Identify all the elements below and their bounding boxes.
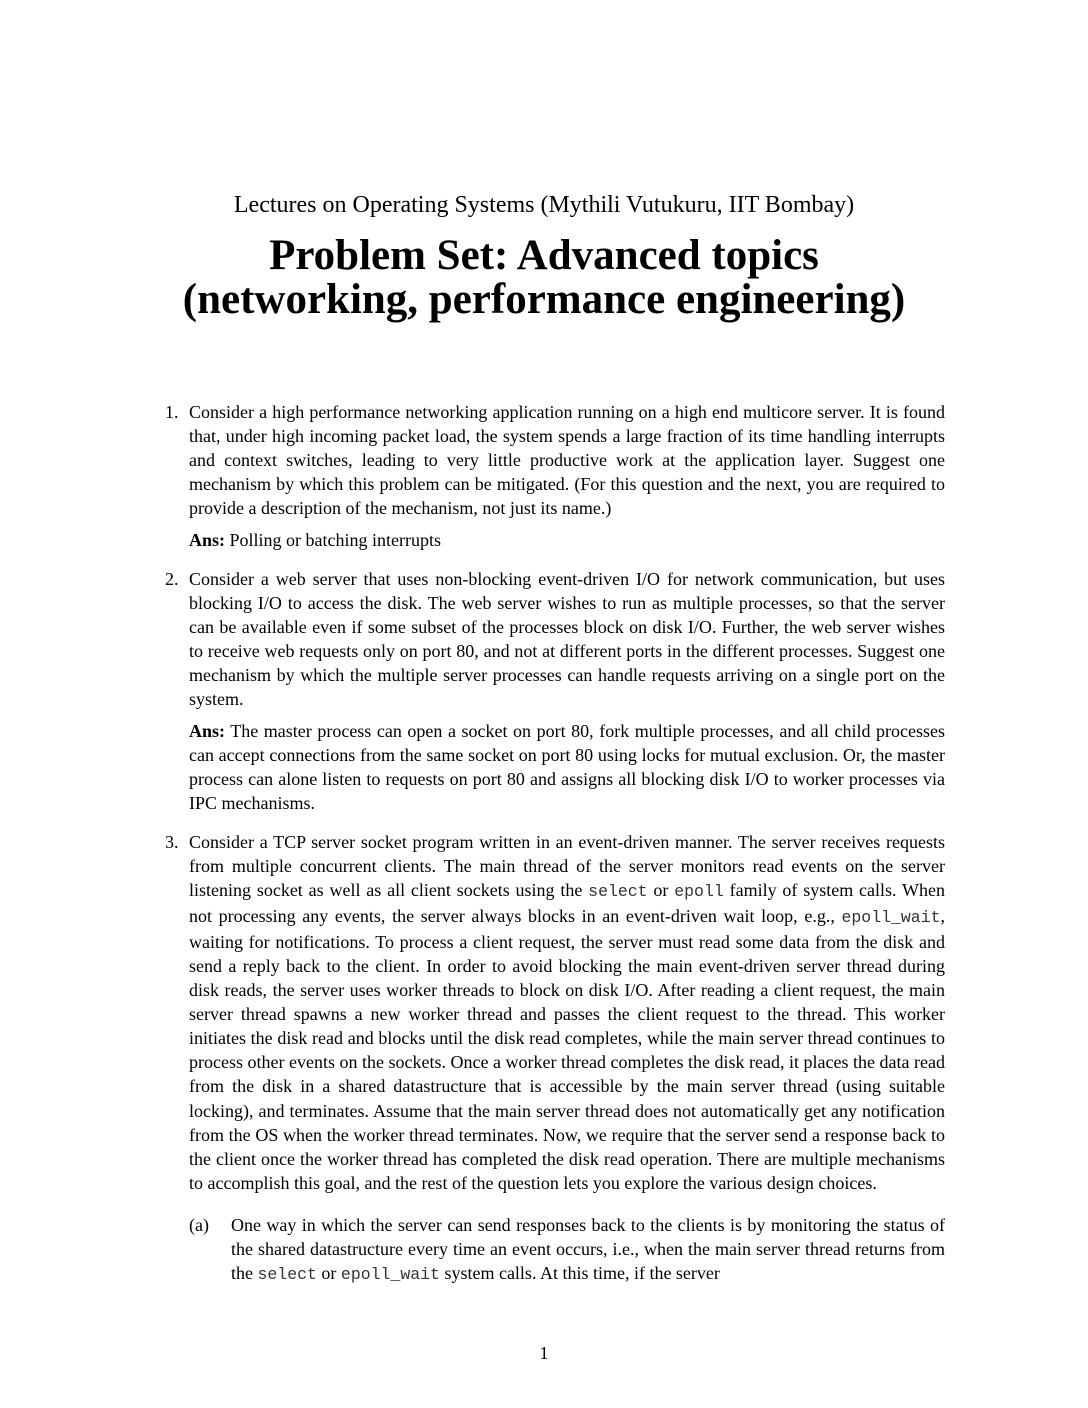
page-number: 1 xyxy=(539,1343,549,1363)
question-text-part-2: family of system calls. When not processing any events, the server always blocks in an event-driven wait loop, e.g., xyxy=(189,879,946,926)
question-text xyxy=(189,830,945,1195)
question-text-part-3: , waiting for notifications. To process a client request, the server must read some data from the disk and send a reply back to the client. In order to avoid blocking the main event-driven server thread during disk reads, the server uses worker threads to block on disk I/O. After reading a client request, the main server thread spawns a new worker thread and passes the client request to the thread. This worker initiates the disk read and blocks until the disk read completes, while the main server thread continues to process other events on the sockets. Once a worker thread completes the disk read, it places the data read from the disk in a shared datastructure that is accessible by the main server thread (using suitable locking), and terminates. Assume that the main server thread does not automatically get any notification from the OS when the worker thread terminates. Now, we require that the server send a response back to the client once the worker thread has completed the disk read operation. There are multiple mechanisms to accomplish this goal, and the rest of the question lets you explore the various design choices. xyxy=(189,905,946,1193)
question-number: 1. xyxy=(165,402,179,422)
question-number: 3. xyxy=(165,831,179,852)
question-1 xyxy=(165,400,945,553)
question-text: Consider a high performance networking application running on a high end multicore server. It is found that, under high incoming packet load, the system spends a large fraction of its time handling interrupts and context switches, leading to very little productive work at the application layer. Suggest one mechanism by which this problem can be mitigated. (For this question and the next, you are required to provide a description of the mechanism, not just its name.) xyxy=(189,402,945,519)
subquestion-text-part-2: system calls. At this time, if the server xyxy=(444,1263,720,1284)
question-number: 2. xyxy=(165,568,179,589)
answer-label: Ans: xyxy=(189,530,226,551)
answer-label: Ans: xyxy=(189,721,226,742)
course-header: Lectures on Operating Systems (Mythili Vutukuru, IIT Bombay) xyxy=(233,192,855,218)
question-text-part-1: Consider a TCP server socket program written in an event-driven manner. The server receives requests from multiple concurrent clients. The main thread of the server monitors read events on the server listening socket as well as all client sockets using the xyxy=(189,831,945,900)
code-select: select xyxy=(588,881,648,901)
subquestion-text-part-1: One way in which the server can send responses back to the clients is by monitoring the status of the shared datastructure every time an event occurs, i.e., when the main server thread returns from the xyxy=(231,1214,945,1284)
question-3 xyxy=(165,830,945,1288)
answer xyxy=(189,719,945,815)
word-or: or xyxy=(321,1263,337,1284)
code-select: select xyxy=(257,1265,317,1285)
code-epoll-wait: epoll_wait xyxy=(340,1265,440,1285)
answer xyxy=(189,528,945,552)
code-epoll: epoll xyxy=(674,881,724,901)
answer-text: Polling or batching interrupts xyxy=(229,530,441,551)
word-or: or xyxy=(653,879,669,900)
title-line-1: Problem Set: Advanced topics xyxy=(269,232,819,279)
subquestion-a xyxy=(189,1213,945,1287)
title-line-2: (networking, performance engineering) xyxy=(182,276,906,323)
question-text: Consider a web server that uses non-blocking event-driven I/O for network communication, but uses blocking I/O to access the disk. The web server wishes to run as multiple processes, so that the server can be available even if some subset of the processes block on disk I/O. Further, the web server wishes to receive web requests only on port 80, and not at different ports in the different processes. Suggest one mechanism by which the multiple server processes can handle requests arriving on a single port on the system. xyxy=(189,568,945,710)
subquestion-label: (a) xyxy=(189,1214,209,1235)
question-list xyxy=(165,400,945,1301)
problem-set-title xyxy=(0,234,1088,322)
question-2 xyxy=(165,567,945,816)
subquestion-text xyxy=(231,1213,945,1287)
answer-text: The master process can open a socket on port 80, fork multiple processes, and all child processes can accept connections from the same socket on port 80 using locks for mutual exclusion. Or, the master process can alone listen to requests on port 80 and assigns all blocking disk I/O to worker processes via IPC mechanisms. xyxy=(189,721,945,814)
code-epoll-wait: epoll_wait xyxy=(841,907,941,927)
